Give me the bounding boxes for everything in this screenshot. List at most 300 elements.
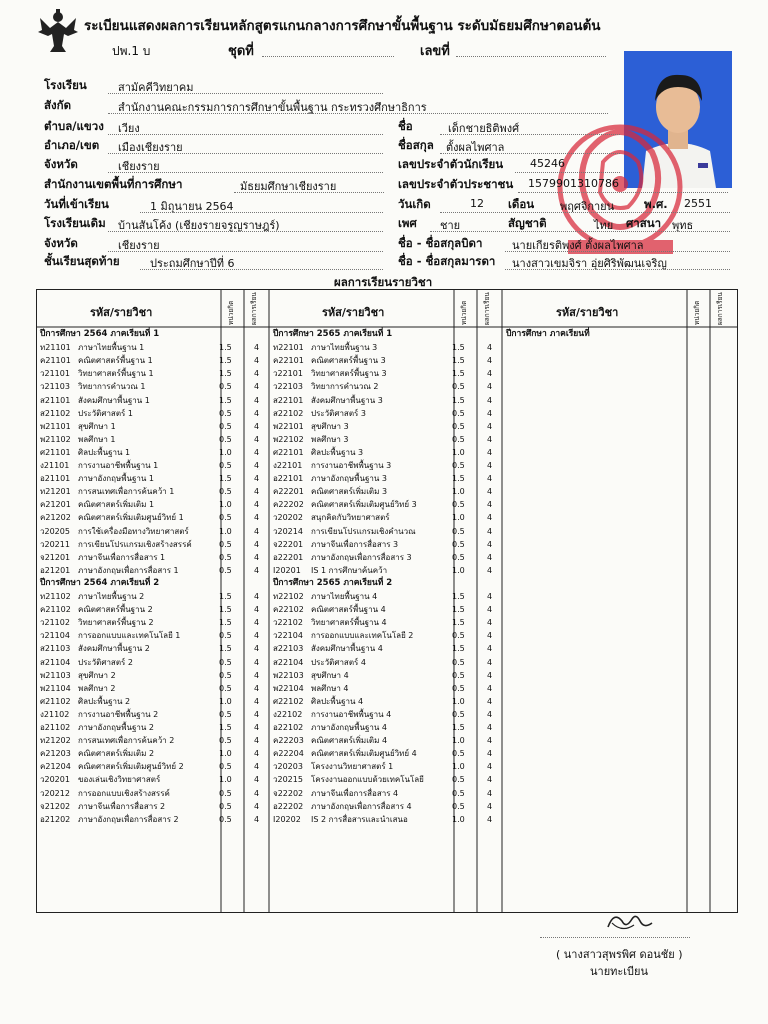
grade-value: 4 [487,657,493,667]
subject-name: คณิตศาสตร์พื้นฐาน 3 [311,356,386,366]
credit-value: 0.5 [452,775,465,785]
credit-value: 1.0 [219,500,232,510]
grade-value: 4 [487,683,493,693]
credit-value: 0.5 [219,552,232,562]
grade-value: 4 [254,657,260,667]
subject-code: ว20214 [273,526,303,536]
subject-name: การงานอาชีพพื้นฐาน 1 [78,461,159,470]
credit-value: 0.5 [452,749,465,759]
subject-code: ส22104 [273,657,304,667]
grade-row [40,708,158,721]
credit-value: 1.5 [452,395,465,405]
area-label: สำนักงานเขตพื้นที่การศึกษา [44,177,183,191]
grade-row [273,433,349,446]
subject-code: ว20203 [273,762,303,772]
credit-value: 0.5 [452,382,465,392]
subject-code: อ21202 [40,814,71,824]
grade-row [40,695,130,708]
subject-name: พลศึกษา 3 [311,434,349,444]
last-level-label: ชั้นเรียนสุดท้าย [44,254,120,268]
subject-code: ค22101 [273,356,304,366]
grade-value: 4 [254,801,260,811]
credit-value: 0.5 [452,434,465,444]
subject-code: ศ22102 [273,696,304,706]
subject-name: ประวัติศาสตร์ 1 [78,408,133,418]
subject-name: ประวัติศาสตร์ 2 [78,657,133,667]
subject-code: ว21103 [40,382,70,392]
subject-code: ค21101 [40,356,71,366]
subject-name: สุขศึกษา 1 [78,421,116,431]
subject-name: สุขศึกษา 3 [311,421,349,431]
religion-label: ศาสนา [626,216,662,230]
grade-value: 4 [254,618,260,628]
grade-value: 4 [254,487,260,497]
credit-value: 1.0 [452,487,465,497]
credit-value: 1.0 [219,696,232,706]
subject-name: การงานอาชีพพื้นฐาน 2 [78,709,159,719]
grade-value: 4 [487,395,493,405]
subject-name: คณิตศาสตร์เพิ่มเติมศูนย์วิทย์ 3 [311,500,417,510]
subject-name: ภาษาไทยพื้นฐาน 3 [311,343,378,353]
grade-row [40,498,154,511]
subject-code: ท22101 [273,343,304,353]
grade-value: 4 [254,670,260,680]
grade-row [273,616,387,629]
subject-code: ว20201 [40,775,70,785]
grade-value: 4 [254,788,260,798]
nationality-value: ไทย [594,219,614,232]
subject-name: โครงงานออกแบบด้วยเทคโนโลยี [311,775,424,785]
grade-value: 4 [254,644,260,654]
grade-value: 4 [487,592,493,601]
number-label: เลขที่ [420,44,450,59]
subject-name: ภาษาจีนเพื่อการสื่อสาร 1 [78,552,166,562]
grade-row [273,695,363,708]
sex-label: เพศ [398,216,417,230]
subject-code: ค21204 [40,762,71,772]
credit-value: 1.0 [452,447,465,457]
subject-code: ว21104 [40,631,70,641]
grade-value: 4 [254,749,260,759]
subject-code: ส21101 [40,395,71,405]
grade-row [40,525,189,538]
affiliation-label: สังกัด [44,98,72,112]
grade-row [40,629,180,642]
credit-value: 0.5 [219,801,232,811]
grade-value: 4 [254,552,260,562]
birth-label: วันเกิด [398,197,431,211]
surname-value: ตั้งผลไพศาล [446,141,505,154]
subject-code: ว21102 [40,618,70,628]
father-value: นายเกียรติพงศ์ ตั้งผลไพศาล [512,239,644,252]
subject-code: พ22103 [273,670,304,680]
grade-row [273,551,412,564]
credit-value: 0.5 [452,670,465,680]
credit-value: 1.5 [452,369,465,379]
credit-value: 1.5 [219,592,232,601]
grade-value: 4 [254,461,260,470]
subject-code: จ21201 [40,552,71,562]
grade-row [273,472,387,485]
subject-code: ส21104 [40,657,71,667]
subject-name: ภาษาอังกฤษพื้นฐาน 3 [311,474,387,484]
semester-title: ปีการศึกษา 2564 ภาคเรียนที่ 2 [40,577,160,588]
subject-name: คณิตศาสตร์เพิ่มเติมศูนย์วิทย์ 1 [78,513,184,523]
grade-row [40,459,158,472]
subject-code: ง21102 [40,709,70,719]
subject-name: โครงงานวิทยาศาสตร์ 1 [311,762,394,772]
subject-code: ว22104 [273,631,303,641]
grade-row [40,747,154,760]
mother-label: ชื่อ - ชื่อสกุลมารดา [398,254,496,268]
credit-value: 1.5 [219,605,232,615]
grade-value: 4 [487,762,493,772]
subject-code: ท21201 [40,487,71,497]
grade-value: 4 [487,552,493,562]
subject-code: ว21101 [40,369,70,379]
subject-name: ภาษาอังกฤษเพื่อการสื่อสาร 4 [311,801,412,811]
subject-code: ว22103 [273,382,303,392]
grade-row [40,682,116,695]
grade-value: 4 [254,408,260,418]
grade-row [40,590,144,603]
year-label: พ.ศ. [644,197,668,211]
subject-name: คณิตศาสตร์เพิ่มเติม 3 [311,487,388,497]
grade-value: 4 [487,382,493,392]
prev-province-value: เชียงราย [118,239,160,252]
grade-value: 4 [487,434,493,444]
citizen-id-label: เลขประจำตัวประชาชน [398,177,514,191]
grade-value: 4 [254,382,260,392]
grade-value: 4 [254,369,260,379]
credit-value: 1.5 [219,723,232,732]
grade-row [40,760,184,773]
credit-value: 1.5 [452,474,465,484]
subject-code: ค22102 [273,605,304,615]
credit-value: 0.5 [452,526,465,536]
entry-date-label: วันที่เข้าเรียน [44,197,109,211]
subject-code: พ21102 [40,434,71,444]
column-3-grade-header: ผลการเรียน [716,292,724,325]
grade-row [40,603,153,616]
father-label: ชื่อ - ชื่อสกุลบิดา [398,236,483,250]
subject-code: ส22103 [273,644,304,654]
grade-value: 4 [487,500,493,510]
subject-code: ท21202 [40,736,71,746]
subject-name: สนุกคิดกับวิทยาศาสตร์ [311,513,390,523]
grade-value: 4 [487,421,493,431]
subject-code: ว20202 [273,513,303,523]
grade-row [273,721,387,734]
subject-code: พ22101 [273,421,304,431]
credit-value: 1.5 [219,343,232,353]
grade-row [40,341,144,354]
grade-row [273,354,386,367]
subject-code: ท22102 [273,592,304,601]
grade-row [273,367,387,380]
grade-value: 4 [254,565,260,575]
birth-month: พฤศจิกายน [560,200,615,213]
grade-row [273,800,412,813]
subject-code: อ22101 [273,474,304,484]
grade-row [273,590,377,603]
subject-code: I20201 [273,565,301,575]
name-label: ชื่อ [398,119,413,133]
subject-code: พ21103 [40,670,71,680]
credit-value: 0.5 [452,539,465,549]
grade-value: 4 [254,814,260,824]
credit-value: 0.5 [219,657,232,667]
subject-code: ค22203 [273,736,304,746]
grade-row [273,538,398,551]
subject-code: อ22202 [273,801,304,811]
subject-code: ว20205 [40,526,70,536]
grade-value: 4 [487,644,493,654]
credit-value: 1.5 [452,644,465,654]
subject-code: ว20215 [273,775,303,785]
column-2-header: รหัส/รายวิชา [322,306,385,319]
subject-code: อ21102 [40,723,71,732]
subject-name: สังคมศึกษาพื้นฐาน 1 [78,395,150,405]
column-1-grade-header: ผลการเรียน [250,292,258,325]
grades-section-title: ผลการเรียนรายวิชา [334,275,433,289]
grade-value: 4 [254,631,260,641]
subject-name: พลศึกษา 2 [78,683,116,693]
subdistrict-label: ตำบล/แขวง [44,119,104,133]
credit-value: 0.5 [219,421,232,431]
grade-row [40,433,116,446]
grade-value: 4 [487,369,493,379]
subject-name: ภาษาอังกฤษเพื่อการสื่อสาร 2 [78,814,179,824]
grade-row [40,734,174,747]
credit-value: 1.5 [219,369,232,379]
grade-value: 4 [254,592,260,601]
subject-name: การเขียนโปรแกรมเชิงคำนวณ [311,526,416,536]
subject-name: คณิตศาสตร์เพิ่มเติมศูนย์วิทย์ 4 [311,749,417,759]
column-1-credit-header: หน่วยกิต [227,300,235,325]
subject-name: คณิตศาสตร์พื้นฐาน 2 [78,605,153,615]
credit-value: 0.5 [219,513,232,523]
subject-name: วิทยาการคำนวณ 1 [78,382,146,392]
grade-value: 4 [254,447,260,457]
subject-name: IS 1 การศึกษาค้นคว้า [311,565,388,575]
subject-code: อ22201 [273,552,304,562]
district-label: อำเภอ/เขต [44,138,100,152]
credit-value: 1.5 [452,343,465,353]
subject-name: การงานอาชีพพื้นฐาน 4 [311,709,392,719]
credit-value: 0.5 [219,382,232,392]
subject-code: จ22202 [273,788,304,798]
credit-value: 0.5 [452,421,465,431]
subject-code: ค21202 [40,513,71,523]
subject-code: ค22202 [273,500,304,510]
grade-row [273,642,383,655]
grade-value: 4 [254,762,260,772]
subject-code: ค21201 [40,500,71,510]
credit-value: 0.5 [452,657,465,667]
subject-code: ศ21101 [40,447,71,457]
subject-name: ภาษาอังกฤษพื้นฐาน 1 [78,474,154,484]
grade-value: 4 [254,526,260,536]
grade-value: 4 [487,565,493,575]
semester-title: ปีการศึกษา 2565 ภาคเรียนที่ 2 [273,577,393,588]
grade-value: 4 [254,775,260,785]
credit-value: 1.5 [219,644,232,654]
subject-name: ศิลปะพื้นฐาน 1 [78,447,131,457]
grade-row [40,511,184,524]
credit-value: 1.5 [452,618,465,628]
column-3-credit-header: หน่วยกิต [693,300,701,325]
subject-name: ศิลปะพื้นฐาน 3 [311,447,364,457]
grade-value: 4 [487,736,493,746]
subject-code: ท21101 [40,343,71,353]
subject-code: พ22102 [273,434,304,444]
subject-code: ศ22101 [273,447,304,457]
grade-row [40,721,154,734]
subject-name: ภาษาอังกฤษเพื่อการสื่อสาร 3 [311,552,412,562]
semester-title: ปีการศึกษา ภาคเรียนที่ [506,329,590,339]
grade-row [40,773,160,786]
subject-code: ว22102 [273,618,303,628]
grade-value: 4 [254,539,260,549]
document-title: ระเบียนแสดงผลการเรียนหลักสูตรแกนกลางการศึกษาขั้นพื้นฐาน ระดับมัธยมศึกษาตอนต้น [84,18,601,34]
subject-name: ภาษาจีนเพื่อการสื่อสาร 3 [311,539,399,549]
credit-value: 1.0 [219,447,232,457]
grade-value: 4 [254,605,260,615]
column-1-header: รหัส/รายวิชา [90,306,153,319]
credit-value: 0.5 [452,552,465,562]
credit-value: 1.5 [452,356,465,366]
grade-row [273,669,349,682]
grade-value: 4 [254,709,260,719]
credit-value: 1.0 [219,526,232,536]
grade-value: 4 [254,474,260,484]
grade-value: 4 [254,696,260,706]
subject-name: สุขศึกษา 4 [311,670,349,680]
grade-value: 4 [487,696,493,706]
subject-name: วิทยาศาสตร์พื้นฐาน 2 [78,618,154,628]
grade-value: 4 [487,709,493,719]
religion-value: พุทธ [672,219,694,232]
subject-name: การงานอาชีพพื้นฐาน 3 [311,461,392,470]
grade-value: 4 [487,723,493,732]
subject-name: คณิตศาสตร์เพิ่มเติม 1 [78,500,155,510]
grade-row [273,656,366,669]
credit-value: 0.5 [219,709,232,719]
grade-row [273,446,363,459]
last-level-value: ประถมศึกษาปีที่ 6 [150,257,235,270]
grade-value: 4 [487,775,493,785]
subject-code: ค22201 [273,487,304,497]
credit-value: 1.0 [452,762,465,772]
grade-value: 4 [487,618,493,628]
subject-code: ว22101 [273,369,303,379]
form-code: ปพ.1 บ [112,44,151,58]
grade-value: 4 [487,356,493,366]
credit-value: 0.5 [219,487,232,497]
subject-code: พ21104 [40,683,71,693]
subject-name: การออกแบบเชิงสร้างสรรค์ [78,788,170,798]
subject-code: จ22201 [273,539,304,549]
grade-row [273,525,416,538]
grade-value: 4 [487,749,493,759]
grade-row [273,682,349,695]
grade-value: 4 [487,788,493,798]
column-3-header: รหัส/รายวิชา [556,306,619,319]
student-id-value: 45246 [530,157,565,170]
grade-value: 4 [487,408,493,418]
registrar-name: ( นางสาวสุพรพิศ ดอนชัย ) [556,948,683,961]
credit-value: 1.0 [452,736,465,746]
credit-value: 0.5 [219,736,232,746]
name-value: เด็กชายธิติพงศ์ [448,122,520,135]
grade-value: 4 [487,474,493,484]
subject-name: วิทยาการคำนวณ 2 [311,382,379,392]
subject-name: การสนเทศเพื่อการค้นคว้า 1 [78,487,175,497]
grade-value: 4 [487,670,493,680]
grade-row [40,485,174,498]
grade-row [273,564,387,577]
credit-value: 0.5 [219,461,232,470]
credit-value: 0.5 [219,565,232,575]
credit-value: 1.0 [452,565,465,575]
credit-value: 1.5 [452,723,465,732]
subject-code: อ21101 [40,474,71,484]
subject-name: สุขศึกษา 2 [78,670,116,680]
subject-name: การออกแบบและเทคโนโลยี 1 [78,631,181,641]
subject-code: พ22104 [273,683,304,693]
subject-name: ภาษาอังกฤษเพื่อการสื่อสาร 1 [78,565,179,575]
grade-row [273,420,349,433]
grade-row [273,747,417,760]
subject-code: ส22101 [273,395,304,405]
province-label: จังหวัด [44,157,78,171]
subject-name: ภาษาไทยพื้นฐาน 2 [78,592,145,601]
subject-code: อ22102 [273,723,304,732]
subject-name: สังคมศึกษาพื้นฐาน 4 [311,644,383,654]
subject-code: ง22102 [273,709,303,719]
grade-value: 4 [487,526,493,536]
subject-name: พลศึกษา 4 [311,683,349,693]
entry-date-value: 1 มิถุนายน 2564 [150,200,234,213]
subject-name: คณิตศาสตร์เพิ่มเติม 4 [311,736,388,746]
subject-name: วิทยาศาสตร์พื้นฐาน 4 [311,618,387,628]
nationality-label: สัญชาติ [508,216,547,230]
subject-name: ประวัติศาสตร์ 4 [311,657,366,667]
grade-value: 4 [254,343,260,353]
credit-value: 0.5 [452,631,465,641]
subject-code: จ21202 [40,801,71,811]
grade-row [273,708,391,721]
subject-name: พลศึกษา 1 [78,434,116,444]
subject-name: คณิตศาสตร์เพิ่มเติมศูนย์วิทย์ 2 [78,762,184,772]
subject-name: สังคมศึกษาพื้นฐาน 2 [78,644,150,654]
subject-code: ศ21102 [40,696,71,706]
subject-code: ง22101 [273,461,303,470]
mother-value: นางสาวเขมจิรา อุ่ยศิริพัฒนเจริญ [512,257,667,270]
set-label: ชุดที่ [228,44,254,59]
school-label: โรงเรียน [44,78,87,92]
area-value: มัธยมศึกษาเชียงราย [240,180,337,193]
subject-name: การใช้เครื่องมือทางวิทยาศาสตร์ [78,526,189,536]
credit-value: 0.5 [219,814,232,824]
subject-name: ประวัติศาสตร์ 3 [311,408,366,418]
subject-name: ภาษาจีนเพื่อการสื่อสาร 4 [311,788,399,798]
credit-value: 0.5 [452,709,465,719]
grade-value: 4 [254,500,260,510]
grade-value: 4 [254,736,260,746]
subject-code: ส22102 [273,408,304,418]
